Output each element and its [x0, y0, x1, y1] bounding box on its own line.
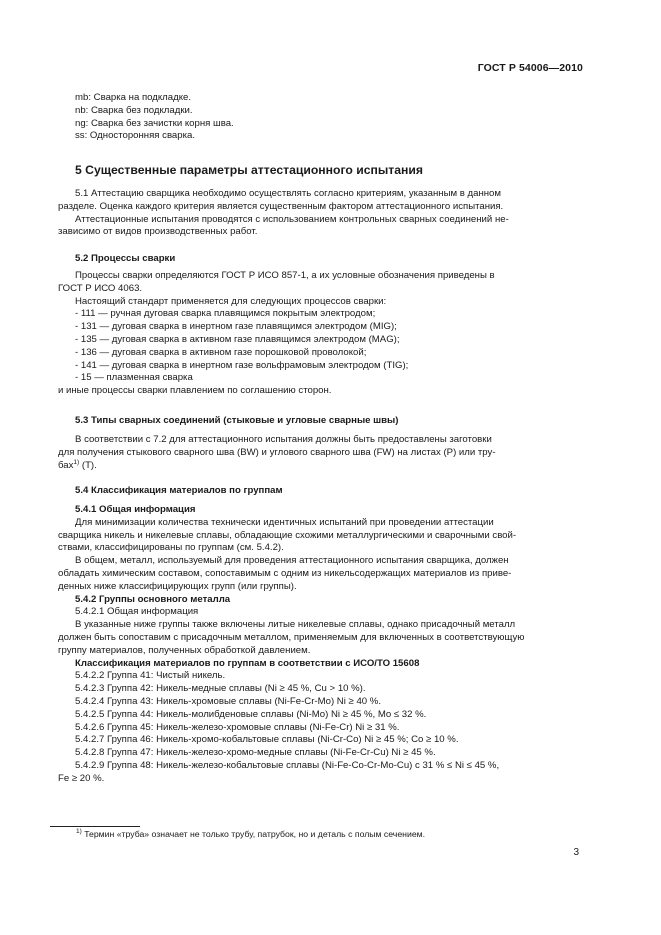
section-5-2-body [58, 270, 583, 398]
process-list-item: - 111 — ручная дуговая сварка плавящимся покрытым электродом; [75, 308, 376, 320]
footnote [76, 829, 425, 839]
paragraph-line: ГОСТ Р ИСО 4063. [58, 282, 143, 294]
section-5-3-body [58, 434, 583, 472]
paragraph-line: обладать химическим составом, сопоставимым с одним из никельсодержащих материалов из приве- [58, 567, 512, 579]
paragraph-line: 5.1 Аттестацию сварщика необходимо осуществлять согласно критериям, указанным в данном [75, 188, 501, 199]
process-list-item: - 136 — дуговая сварка в активном газе порошковой проволокой; [75, 346, 367, 358]
group-item-cont: Fe ≥ 20 %. [58, 772, 105, 784]
process-list-item: - 131 — дуговая сварка в инертном газе плавящимся электродом (MIG); [75, 321, 397, 333]
paragraph-line [58, 460, 583, 473]
paragraph-line: Для минимизации количества технически идентичных испытаний при проведении аттестации [75, 516, 494, 528]
group-item: 5.4.2.9 Группа 48: Никель-железо-кобальтовые сплавы (Ni-Fe-Co-Cr-Mo-Cu) с 31 % ≤ Ni ≤ 45 %, [75, 759, 500, 771]
paragraph-line: В указанные ниже группы также включены литые никелевые сплавы, однако присадочный металл [75, 619, 516, 631]
classification-title: Классификация материалов по группам в соответствии с ИСО/ТО 15608 [75, 657, 420, 669]
group-item: 5.4.2.2 Группа 41: Чистый никель. [75, 670, 226, 682]
section-5-title: 5 Существенные параметры аттестационного испытания [75, 163, 423, 177]
section-5-2 [58, 253, 583, 266]
group-item: 5.4.2.6 Группа 45: Никель-железо-хромовые сплавы (Ni-Fe-Cr) Ni ≥ 31 %. [75, 721, 400, 733]
paragraph-line: и иные процессы сварки плавлением по соглашению сторон. [58, 385, 332, 397]
section-5-4 [58, 485, 583, 498]
text-fragment: (T). [79, 459, 97, 471]
process-list-item: - 15 — плазменная сварка [75, 372, 193, 384]
footnote-divider [50, 826, 140, 827]
section-5-4-2-1-title: 5.4.2.1 Общая информация [75, 606, 199, 618]
page-number: 3 [573, 847, 579, 858]
paragraph-line: для получения стыкового сварного шва (BW) и углового сварного шва (FW) на листах (P) или тру- [58, 446, 496, 458]
group-item: 5.4.2.3 Группа 42: Никель-медные сплавы (Ni ≥ 45 %, Cu > 10 %). [75, 683, 366, 695]
paragraph-line: Аттестационные испытания проводятся с использованием контрольных сварных соединений не- [75, 213, 509, 225]
abbrev-item: nb: Сварка без подкладки. [75, 104, 193, 116]
footnote-ref: 1) [73, 458, 80, 466]
text-fragment: бах [58, 459, 74, 471]
standard-header: ГОСТ Р 54006—2010 [477, 62, 583, 74]
paragraph-line: сварщика никель и никелевые сплавы, обладающие схожими металлургическими и сварочными свой- [58, 529, 517, 541]
group-item: 5.4.2.8 Группа 47: Никель-железо-хромо-медные сплавы (Ni-Fe-Cr-Cu) Ni ≥ 45 %. [75, 747, 436, 759]
section-5-2-title: 5.2 Процессы сварки [75, 253, 176, 264]
abbrev-item: ng: Сварка без зачистки корня шва. [75, 117, 234, 129]
process-list-item: - 135 — дуговая сварка в активном газе плавящимся электродом (MAG); [75, 333, 400, 345]
paragraph-line: группу материалов, полученных обработкой давлением. [58, 644, 311, 656]
footnote-mark: 1) [76, 828, 82, 835]
section-5-4-1-title: 5.4.1 Общая информация [75, 504, 196, 515]
paragraph-line: В общем, металл, используемый для проведения аттестационного испытания сварщика, должен [75, 555, 509, 567]
section-5-3-title: 5.3 Типы сварных соединений (стыковые и угловые сварные швы) [75, 415, 399, 426]
paragraph-line: зависимо от видов производственных работ. [58, 226, 258, 238]
paragraph-line: В соответствии с 7.2 для аттестационного испытания должны быть предоставлены заготовки [75, 434, 492, 445]
paragraph-line: разделе. Оценка каждого критерия является существенным фактором аттестационного испытания. [58, 200, 504, 212]
paragraph-line: Процессы сварки определяются ГОСТ Р ИСО 857-1, а их условные обозначения приведены в [75, 270, 495, 281]
abbrev-item: ss: Односторонняя сварка. [75, 130, 196, 142]
paragraph-line: Настоящий стандарт применяется для следующих процессов сварки: [75, 295, 387, 307]
section-5-body [58, 188, 583, 239]
paragraph-line: ствами, классифицированы по группам (см. 5.4.2). [58, 542, 284, 554]
process-list-item: - 141 — дуговая сварка в инертном газе вольфрамовым электродом (TIG); [75, 359, 409, 371]
group-item: 5.4.2.5 Группа 44: Никель-молибденовые сплавы (Ni-Mo) Ni ≥ 45 %, Mo ≤ 32 %. [75, 708, 427, 720]
section-5-4-title: 5.4 Классификация материалов по группам [75, 485, 283, 496]
section-5-4-2-title: 5.4.2 Группы основного металла [75, 593, 231, 605]
abbrev-item: mb: Сварка на подкладке. [75, 92, 192, 103]
paragraph-line: должен быть сопоставим с присадочным металлом, применяемым для включенных в соответствующую [58, 631, 525, 643]
paragraph-line: денных ниже классифицирующих групп (или группы). [58, 580, 297, 592]
footnote-text: Термин «труба» означает не только трубу, патрубок, но и деталь с полым сечением. [81, 829, 426, 839]
section-5-3 [58, 415, 583, 428]
group-item: 5.4.2.7 Группа 46: Никель-хромо-кобальтовые сплавы (Ni-Cr-Co) Ni ≥ 45 %; Co ≥ 10 %. [75, 734, 459, 746]
group-item: 5.4.2.4 Группа 43: Никель-хромовые сплавы (Ni-Fe-Cr-Mo) Ni ≥ 40 %. [75, 695, 381, 707]
section-5-4-body [58, 504, 583, 786]
abbreviation-list [58, 92, 583, 143]
